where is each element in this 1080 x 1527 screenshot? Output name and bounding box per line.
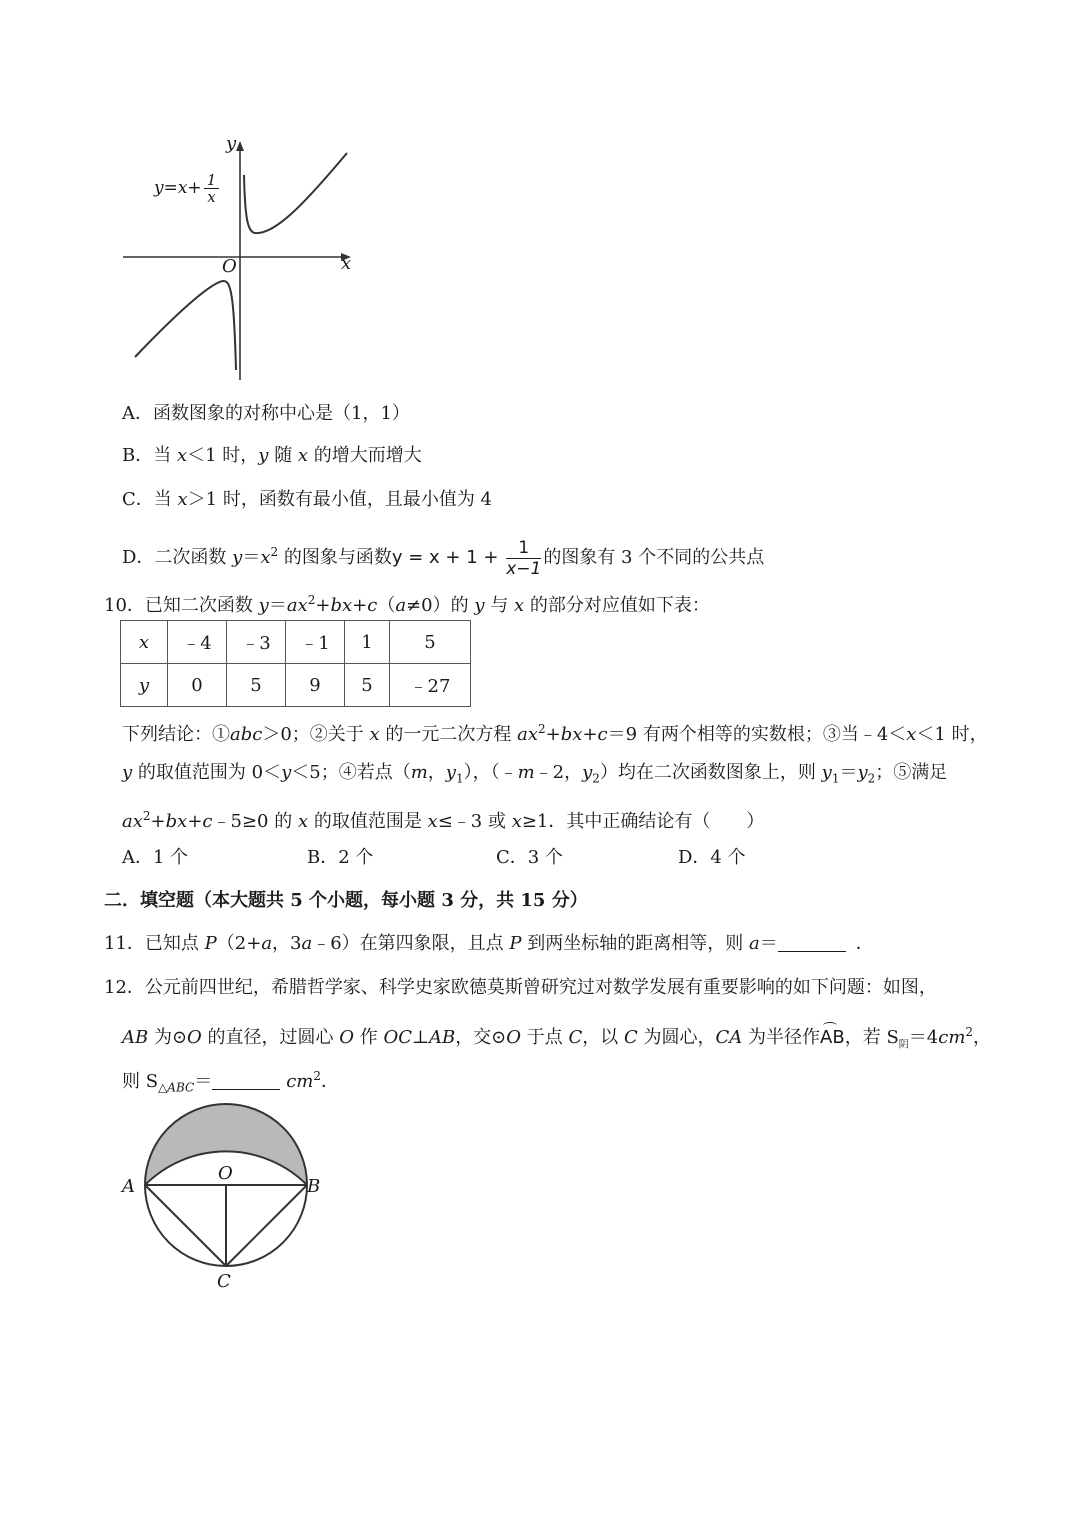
table-row-x: [121, 621, 471, 664]
table-cell: ﹣3: [227, 621, 286, 664]
graph-y-label: y: [226, 133, 237, 154]
table-cell: 5: [345, 664, 390, 707]
table-cell: x: [121, 621, 168, 664]
q10-option-a: A．1 个: [122, 847, 189, 868]
left-branch-curve: [135, 281, 236, 370]
q12-line-2: AB 为⊙O 的直径，过圆心 O 作 OC⊥AB，交⊙O 于点 C，以 C 为圆心，CA 为半径作AB，若 $S_阴=4cm^2$，: [122, 1025, 992, 1051]
point-a-label: A: [122, 1176, 135, 1197]
q10-option-c: C．3 个: [496, 847, 563, 868]
y-axis-arrow: [236, 141, 244, 151]
q10-conclusions-line-1: 下列结论：①abc＞0；②关于 x 的一元二次方程 $ax^2+bx+c=9$ 有两个相等的实数根；③当﹣4＜x＜1 时，: [122, 722, 988, 745]
point-b-label: B: [307, 1176, 321, 1197]
table-cell: 5: [227, 664, 286, 707]
q9-option-a: A．函数图象的对称中心是（1，1）: [122, 403, 410, 424]
q9-option-d: D．二次函数 $y=x^2$ 的图象与函数y = x + 1 + $\frac{1}{x-1}$ 的图象有 3 个不同的公共点: [122, 537, 765, 579]
q11-stem: 11．已知点 P（2+a，3a﹣6）在第四象限，且点 P 到两坐标轴的距离相等，则 a＝ ．: [104, 933, 874, 954]
table-cell: 9: [286, 664, 345, 707]
table-cell: 5: [390, 621, 471, 664]
table-cell: ﹣4: [168, 621, 227, 664]
q10-option-d: D．4 个: [678, 847, 746, 868]
q10-stem: 10．已知二次函数 $y=ax^2+bx+c(a\ne 0)$的 y 与 x 的部分对应值如下表：: [104, 593, 710, 616]
function-graph: [115, 135, 365, 385]
answer-blank[interactable]: [778, 933, 846, 952]
section-title: 二．填空题（本大题共 5 个小题，每小题 3 分，共 15 分）: [104, 890, 588, 911]
table-cell: ﹣27: [390, 664, 471, 707]
table-cell: 1: [345, 621, 390, 664]
table-cell: 0: [168, 664, 227, 707]
q12-line-3: 则 $S_{\triangle ABC}= cm^2$．: [122, 1069, 339, 1095]
q9-option-c: C．当 x＞1 时，函数有最小值，且最小值为 4: [122, 489, 493, 510]
q10-conclusions-line-2: y 的取值范围为 0＜y＜5；④若点（m，$y_1$），（﹣m﹣2，$y_2$）均在二次函数图象上，则 $y_1=y_2$；⑤满足: [122, 762, 948, 786]
graph-origin-label: O: [222, 256, 237, 277]
segment-cb: [226, 1185, 307, 1266]
table-cell: y: [121, 664, 168, 707]
graph-function-label: y=x+ $\frac{1}{x}$: [154, 172, 221, 205]
point-c-label: C: [217, 1271, 231, 1292]
segment-ca: [145, 1185, 226, 1266]
q9-option-b: B．当 x＜1 时，y 随 x 的增大而增大: [122, 445, 422, 466]
graph-x-label: x: [341, 253, 352, 274]
value-table: [120, 620, 471, 707]
arc-ab-symbol: AB: [820, 1027, 845, 1048]
q10-option-b: B．2 个: [307, 847, 374, 868]
right-branch-curve: [244, 153, 347, 233]
answer-blank[interactable]: [212, 1071, 280, 1090]
table-cell: ﹣1: [286, 621, 345, 664]
point-o-label: O: [218, 1163, 233, 1184]
q10-conclusions-line-3: $ax^2+bx+c﹣5\ge 0$ 的 x 的取值范围是 x≤﹣3 或 x≥1．其中正确结论有（ ）: [122, 809, 765, 832]
q12-line-1: 12．公元前四世纪，希腊哲学家、科学史家欧德莫斯曾研究过对数学发展有重要影响的如下问题：如图，: [104, 977, 937, 998]
table-row-y: [121, 664, 471, 707]
